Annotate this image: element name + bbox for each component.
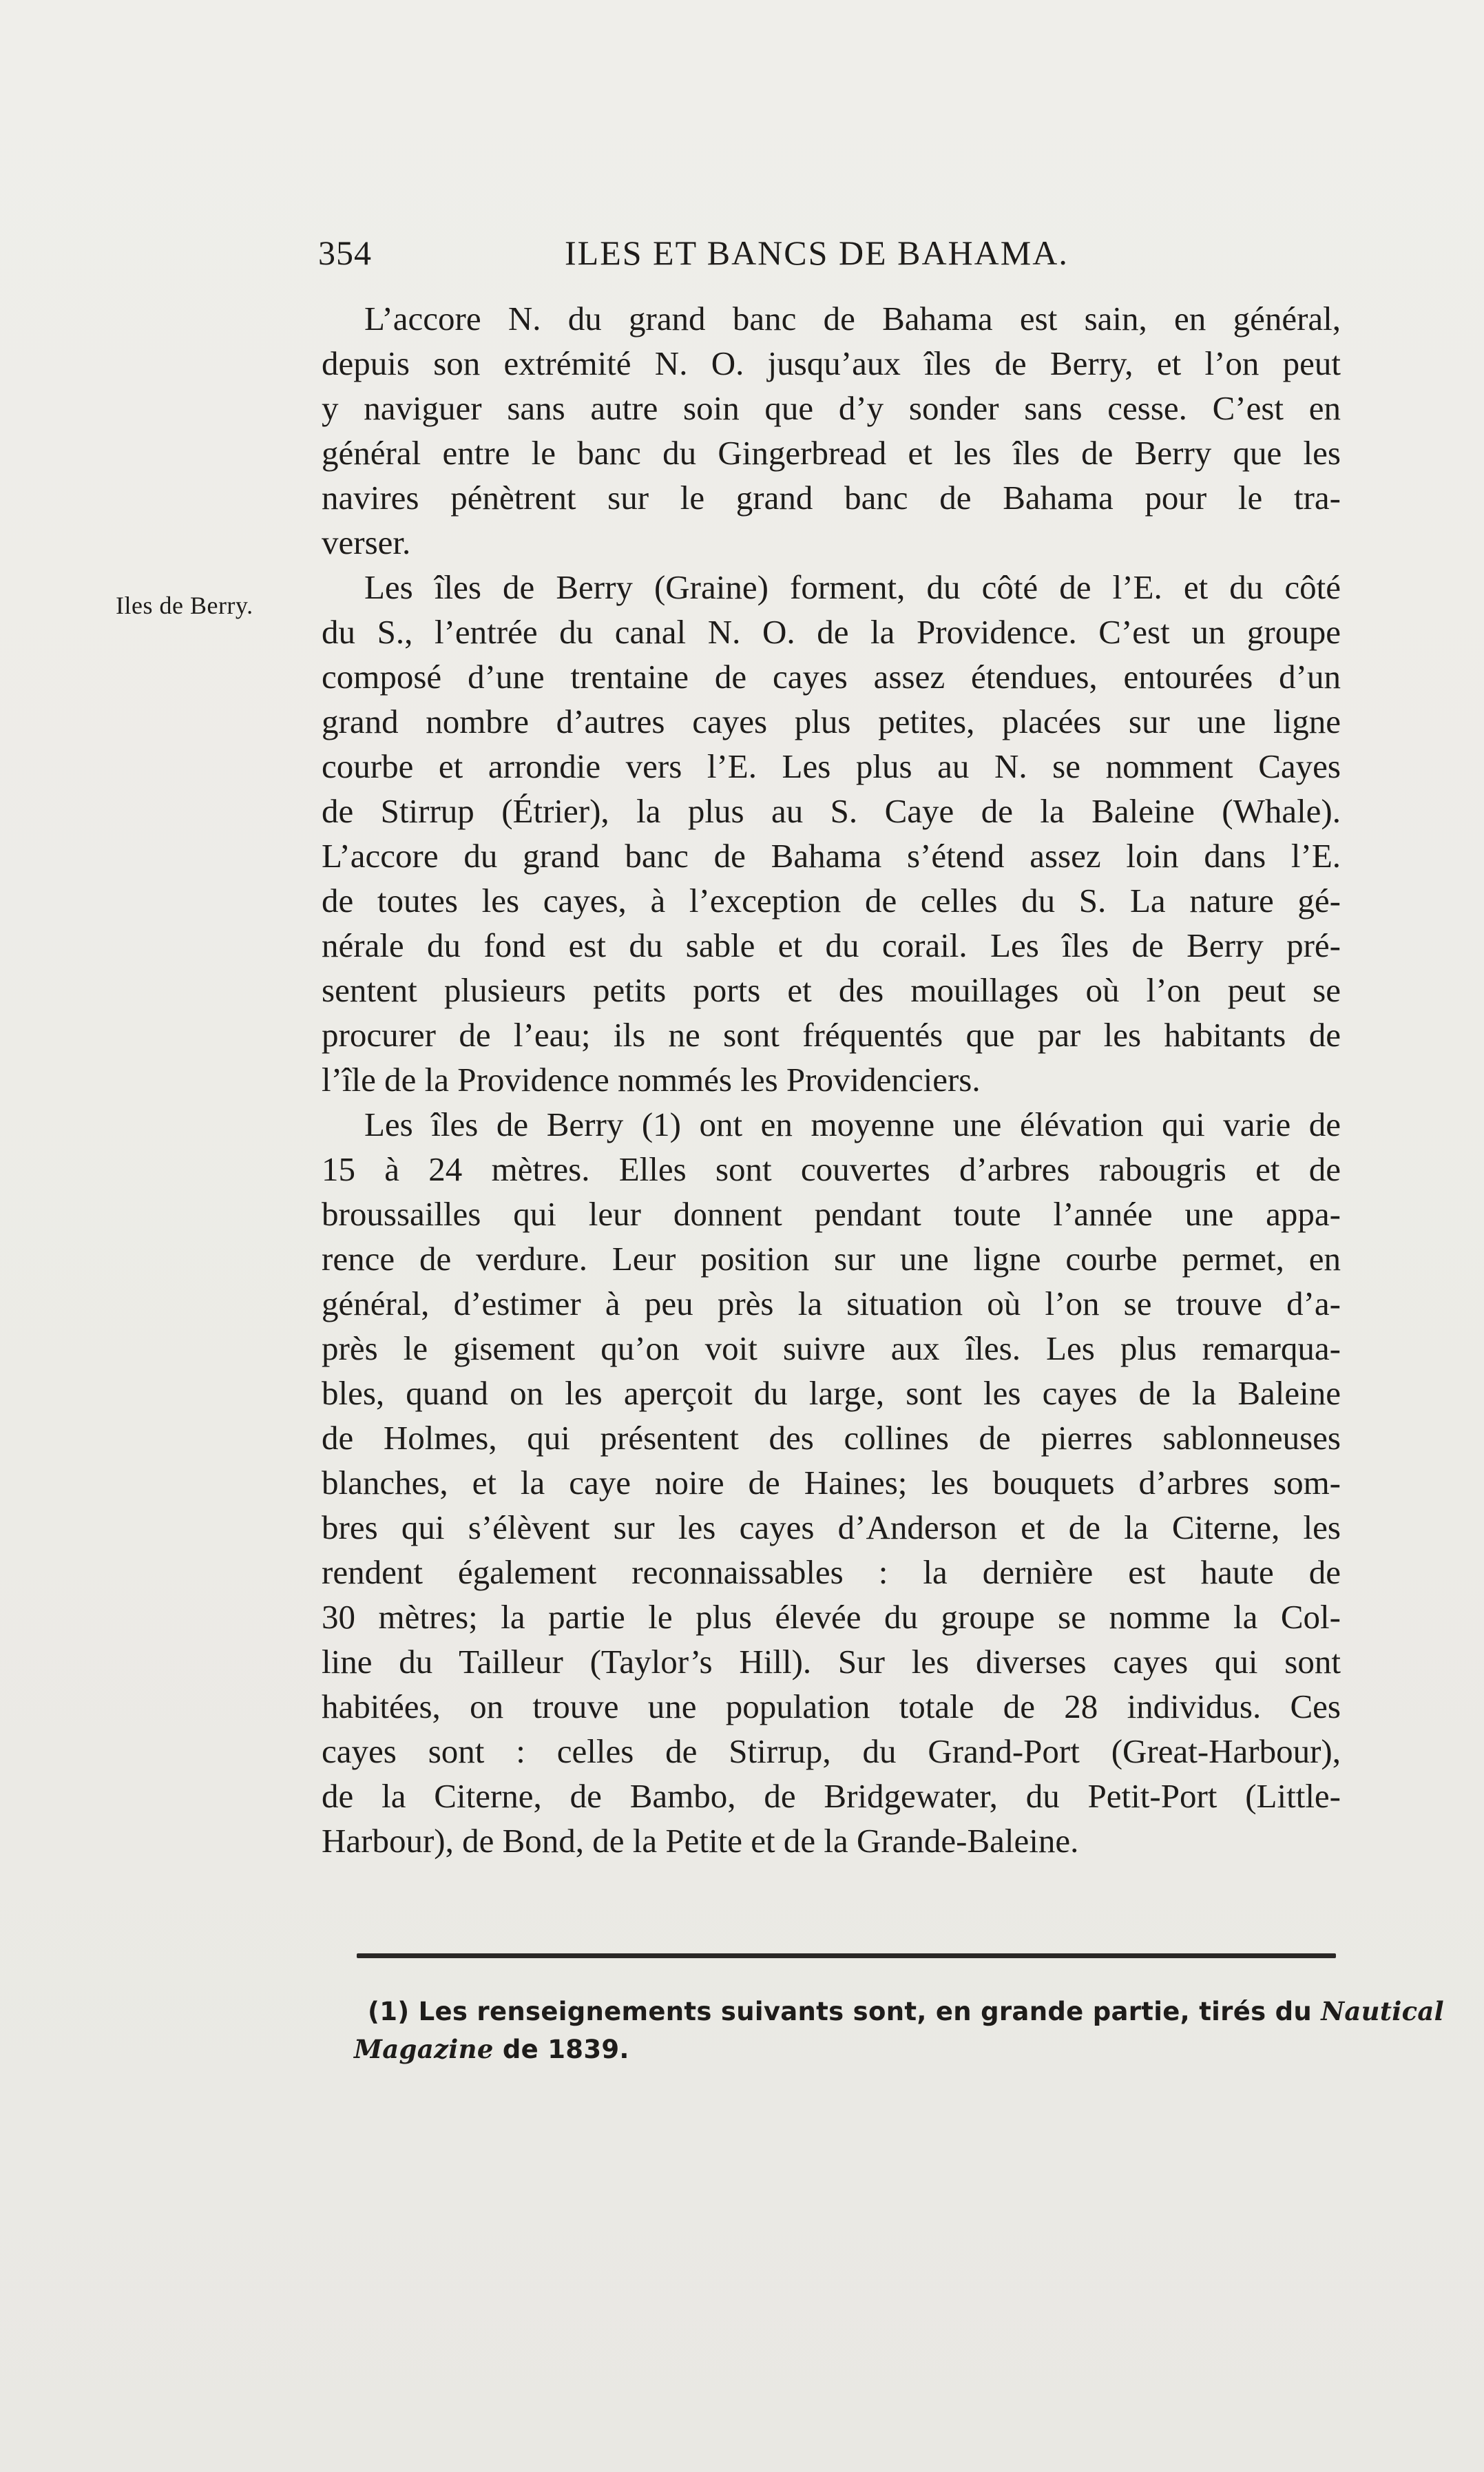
text-line: navires pénètrent sur le grand banc de Bahama pour le tra- — [322, 479, 1341, 517]
text-line: rence de verdure. Leur position sur une ligne courbe permet, en — [322, 1240, 1341, 1278]
text-line: près le gisement qu’on voit suivre aux îles. Les plus remarqua- — [322, 1329, 1341, 1367]
text-line: verser. — [322, 523, 411, 561]
paragraph-1 — [322, 296, 1341, 565]
footnote — [354, 1993, 1445, 2068]
text-line: de Stirrup (Étrier), la plus au S. Caye de la Baleine (Whale). — [322, 792, 1341, 830]
text-line: Les îles de Berry (Graine) forment, du côté de l’E. et du côté — [364, 568, 1341, 606]
footnote-rule — [357, 1953, 1336, 1958]
text-line: de la Citerne, de Bambo, de Bridgewater, du Petit-Port (Little- — [322, 1777, 1341, 1815]
text-line: y naviguer sans autre soin que d’y sonder sans cesse. C’est en — [322, 389, 1341, 427]
text-line: procurer de l’eau; ils ne sont fréquentés que par les habitants de — [322, 1016, 1341, 1054]
text-line: grand nombre d’autres cayes plus petites, placées sur une ligne — [322, 703, 1341, 740]
text-line: L’accore du grand banc de Bahama s’étend assez loin dans l’E. — [322, 837, 1341, 875]
text-line: nérale du fond est du sable et du corail. Les îles de Berry pré- — [322, 926, 1341, 964]
text-line: Harbour), de Bond, de la Petite et de la Grande-Baleine. — [322, 1822, 1079, 1860]
text-line: cayes sont : celles de Stirrup, du Grand-Port (Great-Harbour), — [322, 1732, 1341, 1770]
text-line: de Holmes, qui présentent des collines de pierres sablonneuses — [322, 1419, 1341, 1457]
text-line: courbe et arrondie vers l’E. Les plus au N. se nomment Cayes — [322, 747, 1341, 785]
text-line: line du Tailleur (Taylor’s Hill). Sur les diverses cayes qui sont — [322, 1643, 1341, 1681]
paragraph-2 — [322, 565, 1341, 1102]
text-line: bles, quand on les aperçoit du large, sont les cayes de la Baleine — [322, 1374, 1341, 1412]
margin-note: Iles de Berry. — [116, 592, 253, 619]
text-line: de toutes les cayes, à l’exception de celles du S. La nature gé- — [322, 882, 1341, 920]
text-line: l’île de la Providence nommés les Providenciers. — [322, 1061, 981, 1099]
text-line: bres qui s’élèvent sur les cayes d’Anderson et de la Citerne, les — [322, 1508, 1341, 1546]
text-line: blanches, et la caye noire de Haines; les bouquets d’arbres som- — [322, 1464, 1341, 1502]
body-text — [322, 296, 1341, 1863]
footnote-line-2 — [354, 2030, 1346, 2068]
paragraph-3 — [322, 1102, 1341, 1863]
text-line: du S., l’entrée du canal N. O. de la Providence. C’est un groupe — [322, 613, 1341, 651]
text-line: général, d’estimer à peu près la situation où l’on se trouve d’a- — [322, 1285, 1341, 1322]
text-line: Les îles de Berry (1) ont en moyenne une élévation qui varie de — [364, 1105, 1341, 1143]
text-line: broussailles qui leur donnent pendant toute l’année une appa- — [322, 1195, 1341, 1233]
footnote-italic: Magazine — [354, 2034, 494, 2064]
running-header — [318, 233, 1089, 281]
footnote-line-1 — [368, 1993, 1445, 2030]
footnote-text: de 1839. — [502, 2035, 629, 2064]
running-title: ILES ET BANCS DE BAHAMA. — [565, 233, 1069, 272]
text-line: rendent également reconnaissables : la dernière est haute de — [322, 1553, 1341, 1591]
text-line: 15 à 24 mètres. Elles sont couvertes d’arbres rabougris et de — [322, 1150, 1341, 1188]
text-line: sentent plusieurs petits ports et des mouillages où l’on peut se — [322, 971, 1341, 1009]
text-line: composé d’une trentaine de cayes assez étendues, entourées d’un — [322, 658, 1341, 696]
text-line: depuis son extrémité N. O. jusqu’aux îles de Berry, et l’on peut — [322, 344, 1341, 382]
text-line: 30 mètres; la partie le plus élevée du groupe se nomme la Col- — [322, 1598, 1341, 1636]
text-line: L’accore N. du grand banc de Bahama est sain, en général, — [364, 300, 1341, 337]
text-line: général entre le banc du Gingerbread et les îles de Berry que les — [322, 434, 1341, 472]
footnote-text: (1) Les renseignements suivants sont, en grande partie, tirés du — [368, 1997, 1313, 2026]
page-number: 354 — [318, 233, 372, 272]
text-line: habitées, on trouve une population totale de 28 individus. Ces — [322, 1687, 1341, 1725]
footnote-italic: Nautical — [1321, 1996, 1445, 2026]
